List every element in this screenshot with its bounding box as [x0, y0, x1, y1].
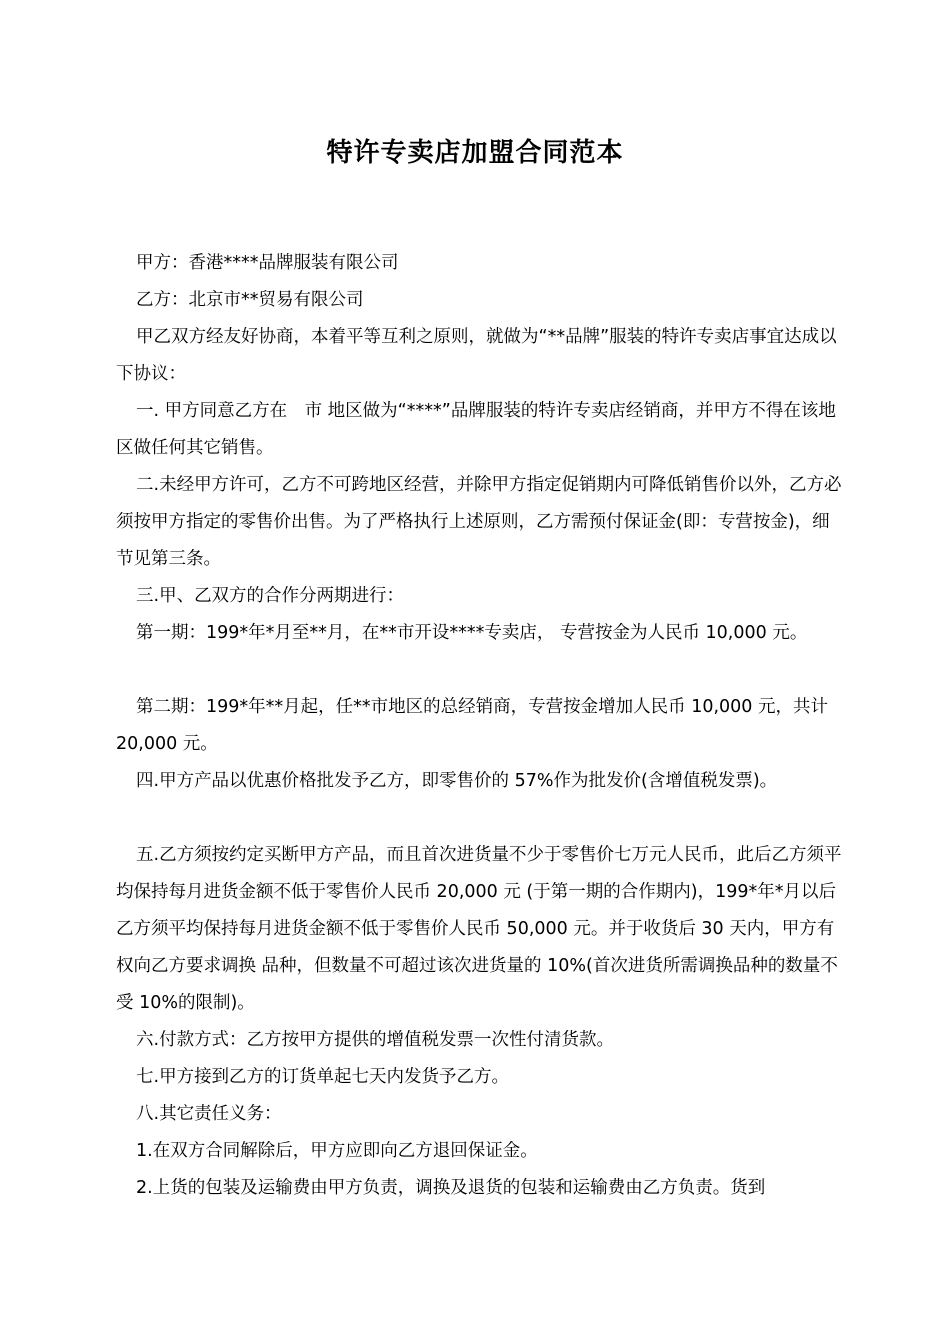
- phase-2-paragraph: 第二期：199*年**月起，任**市地区的总经销商，专营按金增加人民币 10,000 元，共计 20,000 元。: [116, 697, 829, 754]
- document-body: [116, 245, 846, 1207]
- phase-1-paragraph: 第一期：199*年*月至**月，在**市开设****专卖店， 专营按金为人民币 10,000 元。: [136, 623, 808, 643]
- clause-3-paragraph: 三.甲、乙双方的合作分两期进行：: [136, 586, 405, 606]
- preamble-paragraph: 甲乙双方经友好协商，本着平等互利之原则，就做为“**品牌”服装的特许专卖店事宜达成以下协议：: [116, 327, 837, 384]
- party-a-line: 甲方：香港****品牌服装有限公司: [136, 253, 399, 273]
- clause-4-paragraph: 四.甲方产品以优惠价格批发予乙方，即零售价的 57%作为批发价(含增值税发票)。: [136, 771, 778, 791]
- clause-6-paragraph: 六.付款方式：乙方按甲方提供的增值税发票一次性付清货款。: [136, 1030, 615, 1050]
- clause-8-item-1: 1.在双方合同解除后，甲方应即向乙方退回保证金。: [136, 1141, 538, 1161]
- clause-1-paragraph: 一. 甲方同意乙方在 市 地区做为“****”品牌服装的特许专卖店经销商，并甲方不得在该地区做任何其它销售。: [116, 401, 836, 458]
- document-title: 特许专卖店加盟合同范本: [326, 138, 624, 168]
- clause-8-paragraph: 八.其它责任义务：: [136, 1104, 282, 1124]
- clause-5-paragraph: 五.乙方须按约定买断甲方产品，而且首次进货量不少于零售价七万元人民币，此后乙方须平均保持每月进货金额不低于零售价人民币 20,000 元 (于第一期的合作期内)，199*年*月以后乙方须平均保持每月进货金额不低于零售价人民币 50,000 元。并于收货后 30 天内，甲方有权向乙方要求调换 品种，但数量不可超过该次进货量的 10%(首次进货所需调换品种的数量不受 10%的限制)。: [116, 845, 842, 1013]
- clause-7-paragraph: 七.甲方接到乙方的订货单起七天内发货予乙方。: [136, 1067, 510, 1087]
- clause-8-item-2: 2.上货的包装及运输费由甲方负责，调换及退货的包装和运输费由乙方负责。货到: [136, 1178, 766, 1198]
- clause-2-paragraph: 二.未经甲方许可，乙方不可跨地区经营，并除甲方指定促销期内可降低销售价以外，乙方必须按甲方指定的零售价出售。为了严格执行上述原则，乙方需预付保证金(即：专营按金)，细节见第三条。: [116, 475, 842, 569]
- party-b-line: 乙方：北京市**贸易有限公司: [136, 290, 364, 310]
